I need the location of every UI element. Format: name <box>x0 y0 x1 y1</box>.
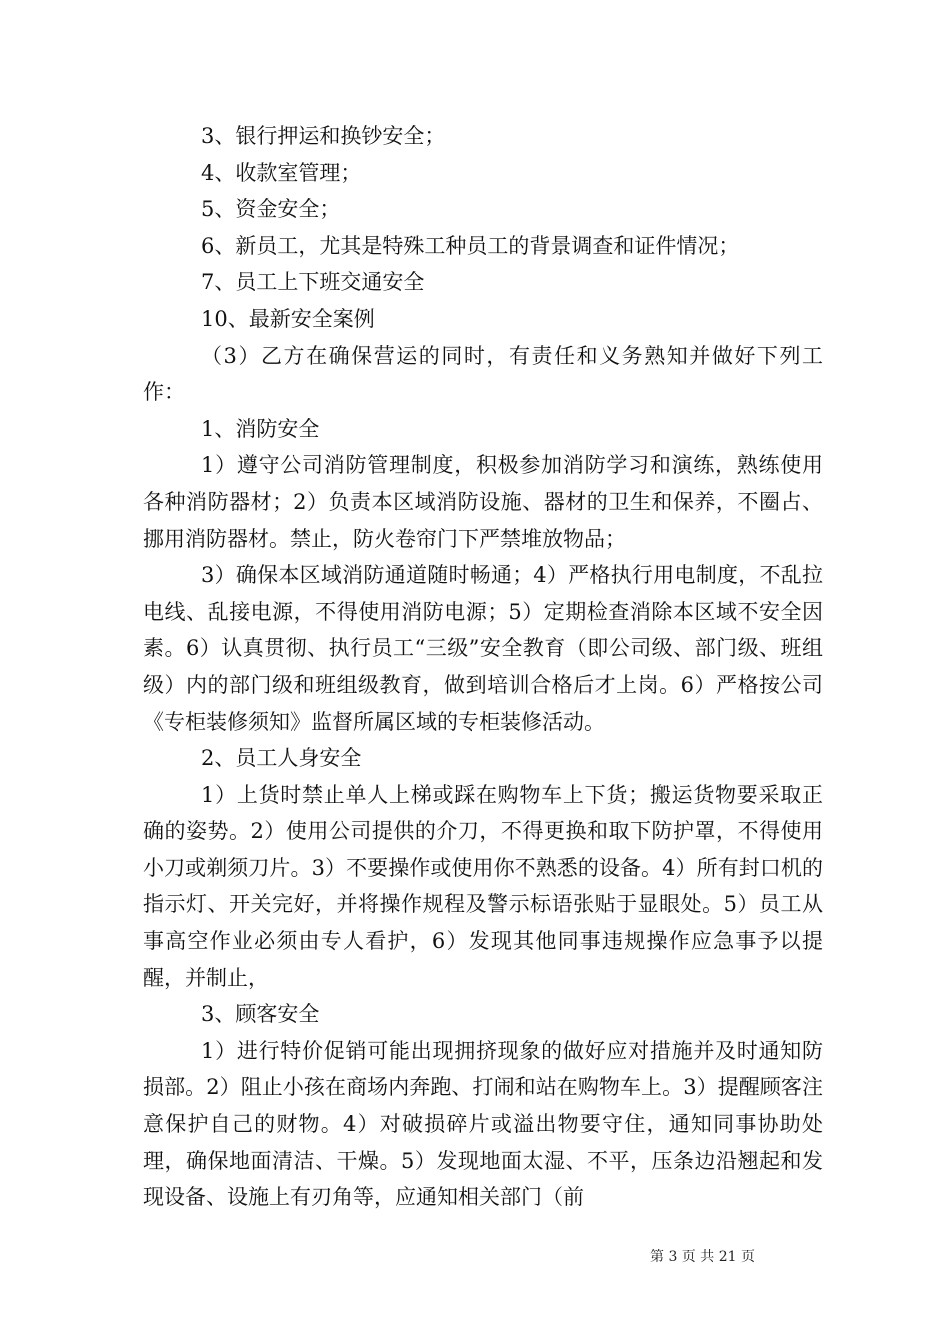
heading-employee-safety: 2、员工人身安全 <box>201 746 362 771</box>
document-body <box>143 118 823 1216</box>
list-item-3: 3、银行押运和换钞安全； <box>201 124 446 148</box>
fire-safety-paragraph-1: 1）遵守公司消防管理制度，积极参加消防学习和演练，熟练使用各种消防器材；2）负责本区域消防设施、器材的卫生和保养，不圈占、挪用消防器材。禁止，防火卷帘门下严禁堆放物品； <box>143 453 823 551</box>
list-item-6: 6、新员工，尤其是特殊工种员工的背景调查和证件情况； <box>201 233 740 258</box>
employee-safety-paragraph: 1）上货时禁止单人上梯或踩在购物车上下货；搬运货物要采取正确的姿势。2）使用公司提供的介刀，不得更换和取下防护罩，不得使用小刀或剃须刀片。3）不要操作或使用你不熟悉的设备。4）所有封口机的指示灯、开关完好，并将操作规程及警示标语张贴于显眼处。5）员工从事高空作业必须由专人看护，6）发现其他同事违规操作应急事予以提醒，并制止， <box>143 782 823 990</box>
heading-fire-safety: 1、消防安全 <box>201 416 320 441</box>
fire-safety-paragraph-2: 3）确保本区域消防通道随时畅通；4）严格执行用电制度，不乱拉电线、乱接电源，不得使用消防电源；5）定期检查消除本区域不安全因素。6）认真贯彻、执行员工“三级”安全教育（即公司级、部门级、班组级）内的部门级和班组级教育，做到培训合格后才上岗。6）严格按公司《专柜装修须知》监督所属区域的专柜装修活动。 <box>143 563 823 734</box>
list-item-7: 7、员工上下班交通安全 <box>201 270 425 295</box>
page-footer: 第 3 页 共 21 页 <box>650 1249 755 1265</box>
heading-customer-safety: 3、顾客安全 <box>201 1002 320 1027</box>
list-item-10: 10、最新安全案例 <box>201 306 375 331</box>
customer-safety-paragraph: 1）进行特价促销可能出现拥挤现象的做好应对措施并及时通知防损部。2）阻止小孩在商场内奔跑、打闹和站在购物车上。3）提醒顾客注意保护自己的财物。4）对破损碎片或溢出物要守住，通知同事协助处理，确保地面清洁、干燥。5）发现地面太湿、不平，压条边沿翘起和发现设备、设施上有刃角等，应通知相关部门（前 <box>143 1038 823 1210</box>
list-item-5: 5、资金安全； <box>201 197 341 222</box>
list-item-4: 4、收款室管理； <box>201 160 362 185</box>
section-party-b-duties: （3）乙方在确保营运的同时，有责任和义务熟知并做好下列工作： <box>143 343 823 405</box>
